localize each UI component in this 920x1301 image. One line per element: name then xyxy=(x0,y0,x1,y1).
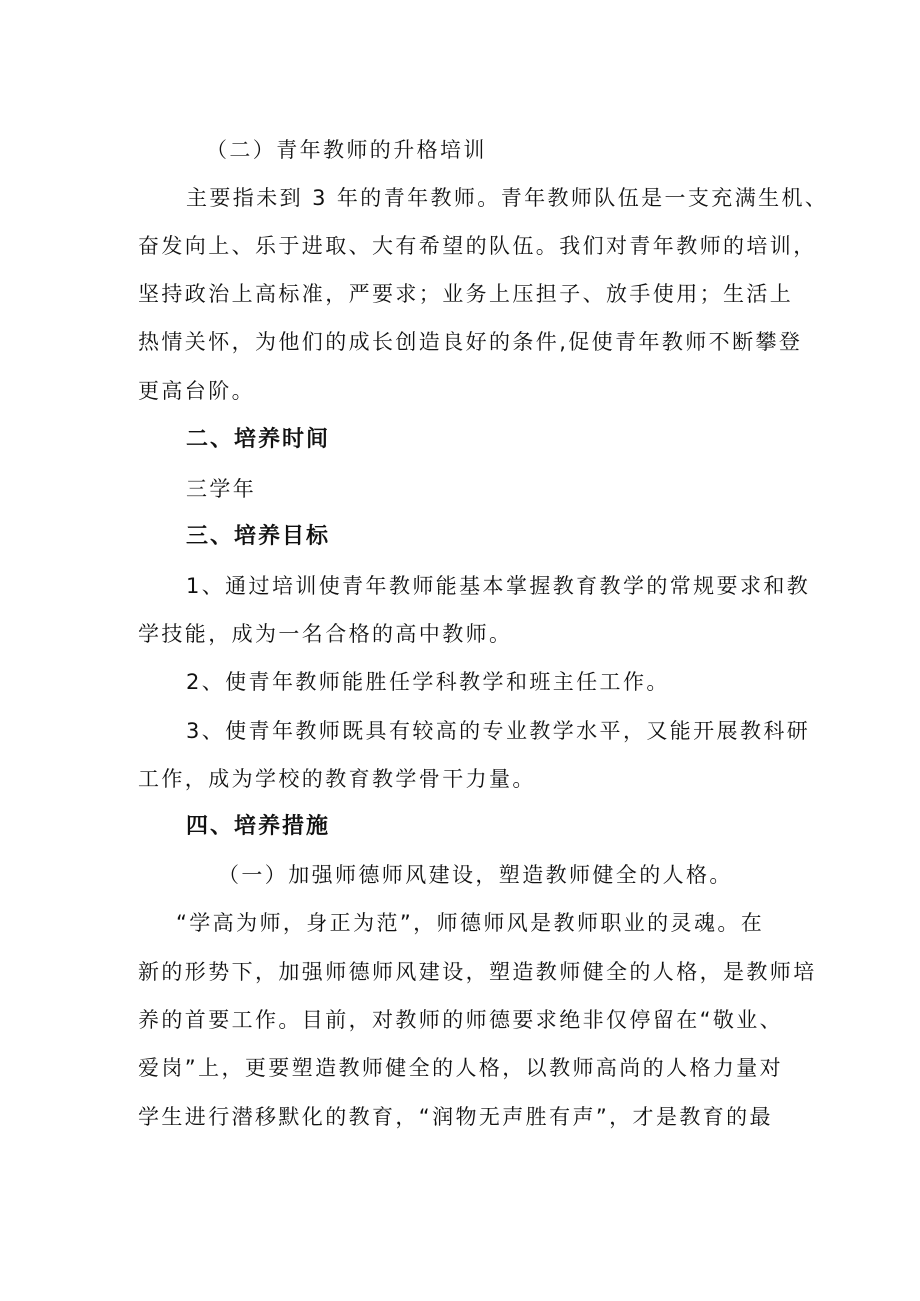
section-heading-training-time: 二、培养时间 xyxy=(186,427,331,452)
paragraph-line: 更高台阶。 xyxy=(138,379,255,403)
section-heading-training-measures: 四、培养措施 xyxy=(186,814,331,839)
paragraph-line: 坚持政治上高标准，严要求；业务上压担子、放手使用；生活上 xyxy=(138,282,794,306)
goal-line: 3、使青年教师既具有较高的专业教学水平，又能开展教科研 xyxy=(186,719,811,743)
goal-line: 1、通过培训使青年教师能基本掌握教育教学的常规要求和教 xyxy=(186,574,811,598)
paragraph-line: 新的形势下，加强师德师风建设，塑造教师健全的人格，是教师培 xyxy=(138,960,817,984)
goal-line: 工作，成为学校的教育教学骨干力量。 xyxy=(138,767,536,791)
subsection-heading-2: （二）青年教师的升格培训 xyxy=(206,138,487,162)
paragraph-line: 学生进行潜移默化的教育，“润物无声胜有声”，才是教育的最 xyxy=(138,1105,773,1129)
paragraph-line: 爱岗”上，更要塑造教师健全的人格，以教师高尚的人格力量对 xyxy=(138,1056,784,1080)
section-heading-training-goals: 三、培养目标 xyxy=(186,524,331,549)
paragraph-line: 奋发向上、乐于进取、大有希望的队伍。我们对青年教师的培训， xyxy=(138,234,817,258)
paragraph-line: 三学年 xyxy=(186,477,257,501)
paragraph-line: 养的首要工作。目前，对教师的师德要求绝非仅停留在“敬业、 xyxy=(138,1008,784,1032)
subsection-heading-1: （一）加强师德师风建设，塑造教师健全的人格。 xyxy=(218,863,733,887)
paragraph-line: “学高为师，身正为范”，师德师风是教师职业的灵魂。在 xyxy=(176,911,765,935)
paragraph-line: 热情关怀，为他们的成长创造良好的条件,促使青年教师不断攀登 xyxy=(138,330,803,354)
goal-line: 学技能，成为一名合格的高中教师。 xyxy=(138,622,513,646)
goal-line: 2、使青年教师能胜任学科教学和班主任工作。 xyxy=(186,670,670,694)
paragraph-line: 主要指未到 3 年的青年教师。青年教师队伍是一支充满生机、 xyxy=(186,186,829,210)
